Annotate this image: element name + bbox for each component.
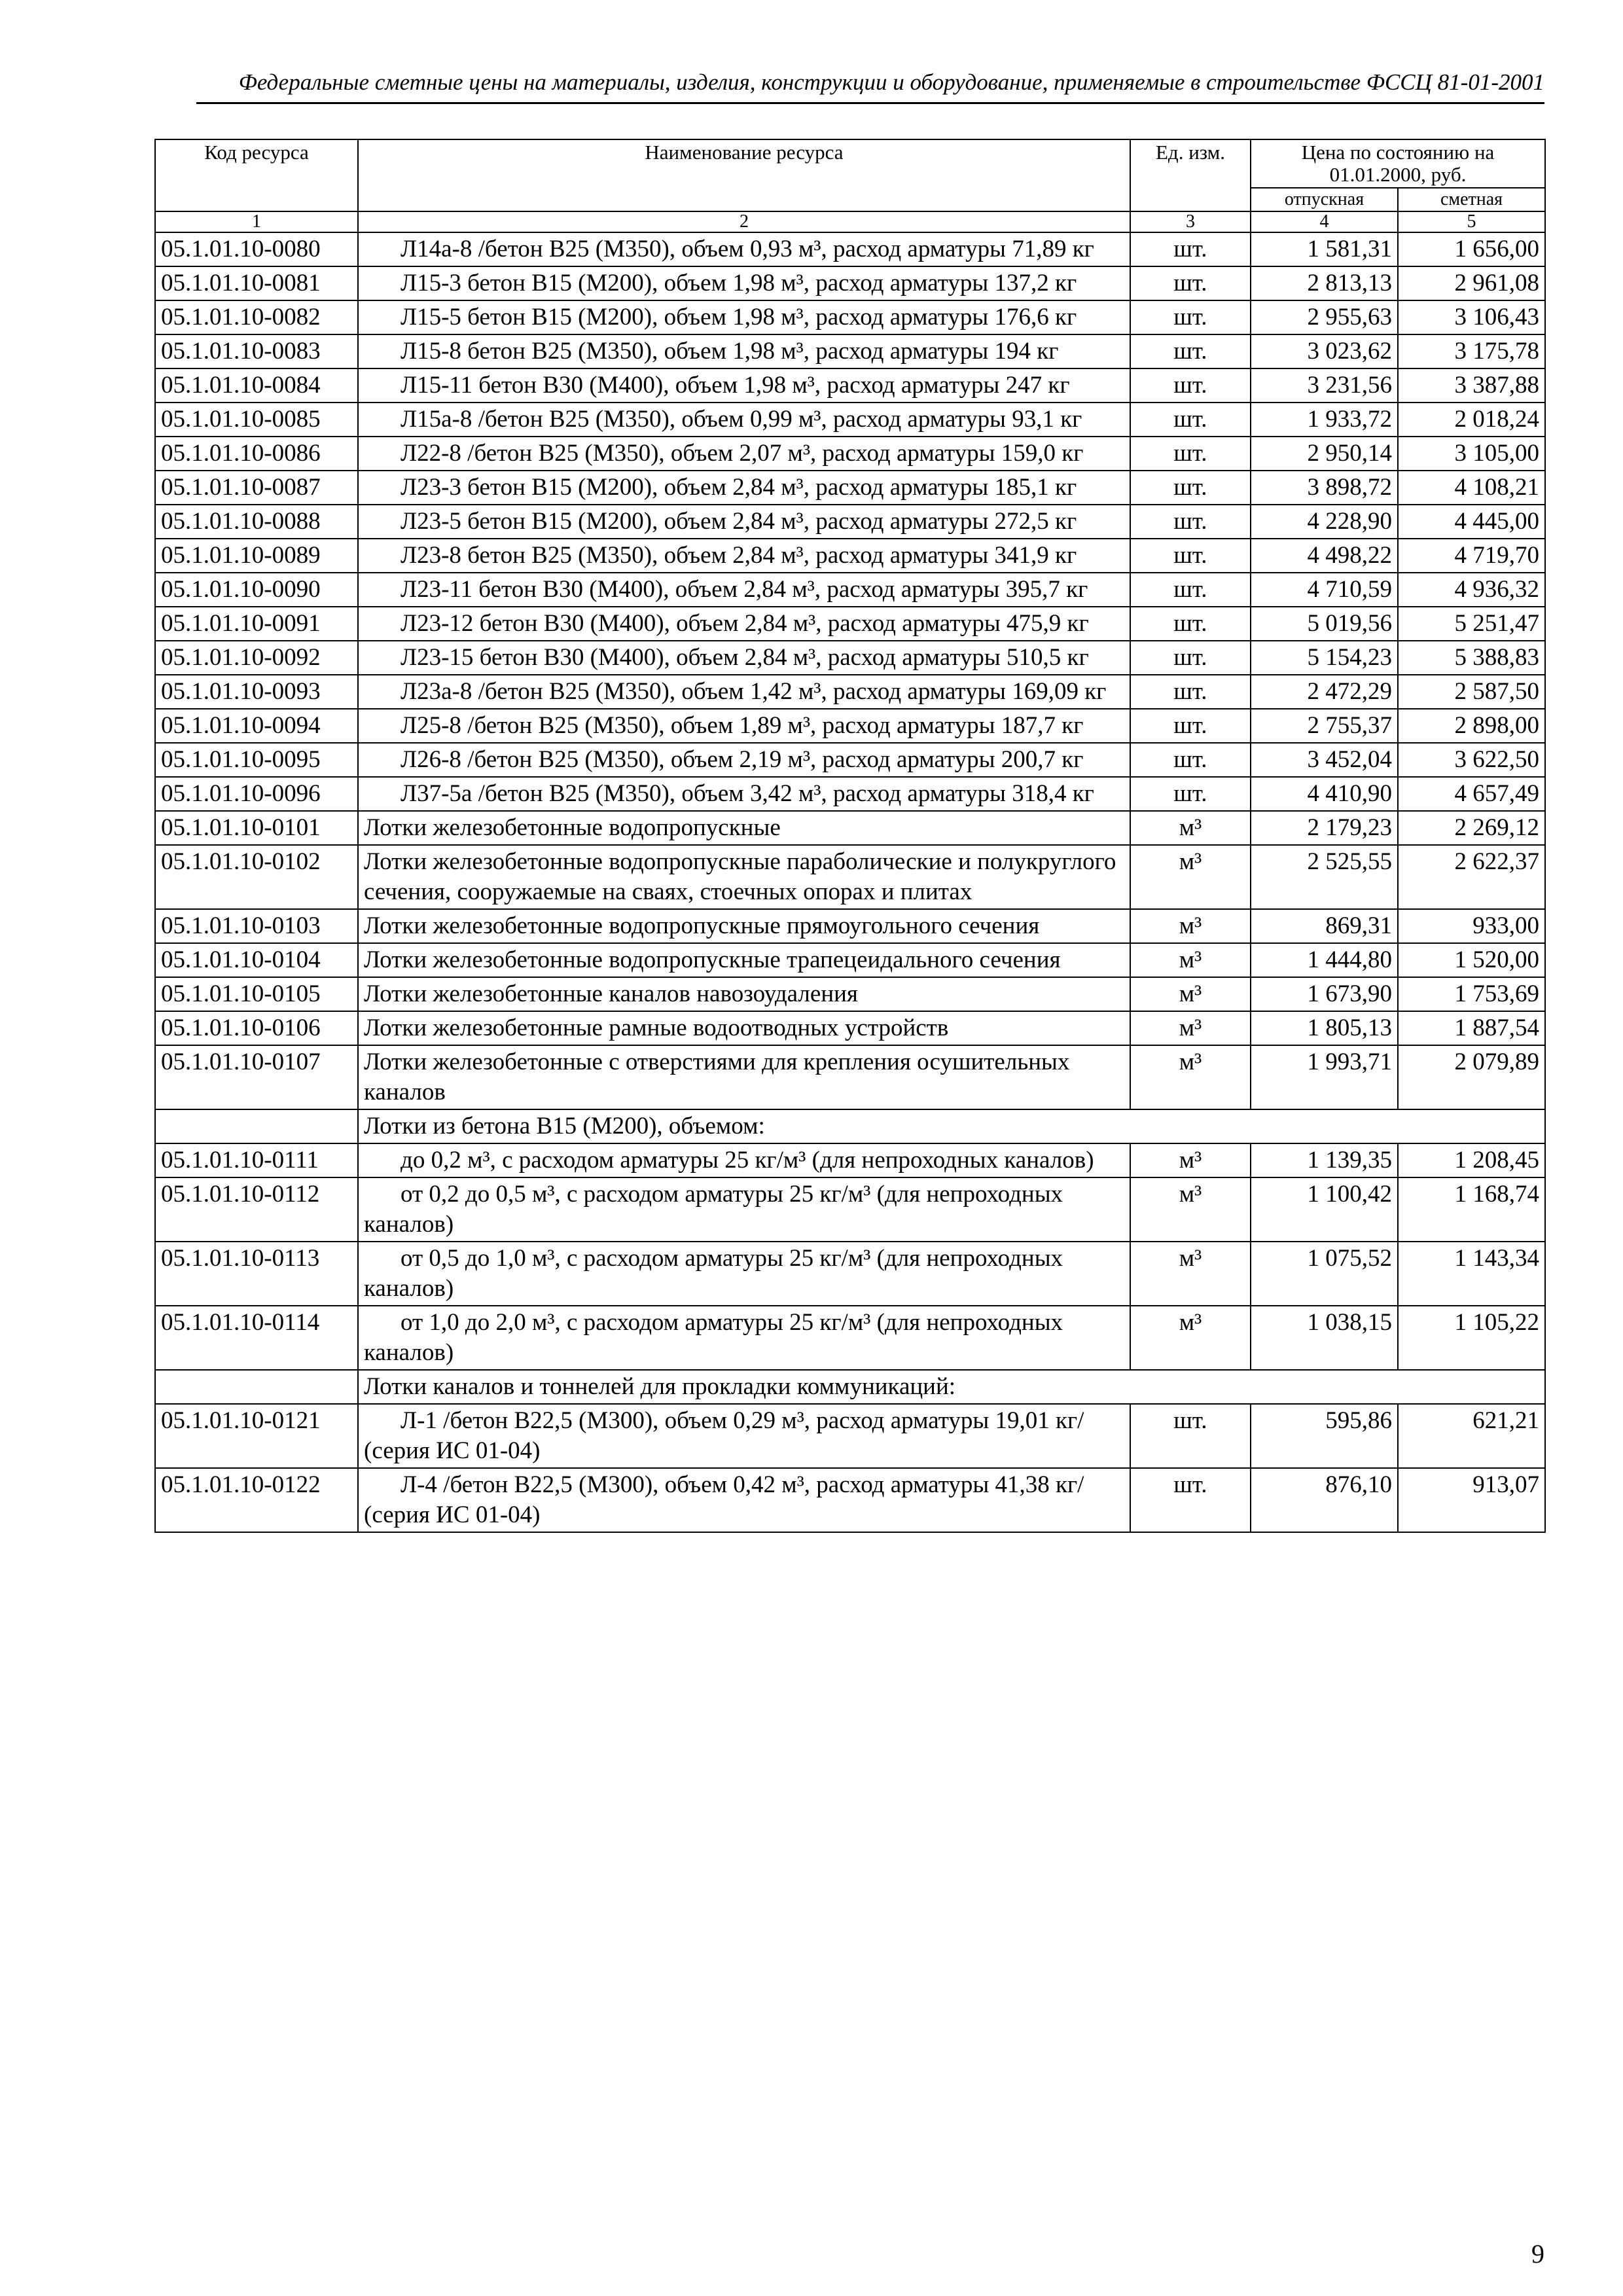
unit: шт.	[1130, 743, 1251, 777]
resource-name	[358, 266, 1130, 300]
resource-name: Лотки железобетонные водопропускные	[358, 811, 1130, 845]
estimate-price: 4 936,32	[1398, 573, 1545, 607]
table-row	[155, 641, 1545, 675]
estimate-price: 3 622,50	[1398, 743, 1545, 777]
unit: шт.	[1130, 471, 1251, 505]
resource-name	[358, 1468, 1130, 1532]
resource-name	[358, 1306, 1130, 1370]
table-row	[155, 334, 1545, 368]
unit: м³	[1130, 811, 1251, 845]
group-title: Лотки из бетона В15 (М200), объемом:	[358, 1109, 1545, 1143]
resource-name: Лотки железобетонные водопропускные параболические и полукруглого сечения, сооружаемые на сваях, стоечных опорах и плитах	[358, 845, 1130, 909]
table-row	[155, 743, 1545, 777]
group-code-cell	[155, 1370, 358, 1404]
table-body	[155, 232, 1545, 1532]
resource-name-text: Л15-11 бетон В30 (М400), объем 1,98 м³, расход арматуры 247 кг	[401, 372, 1070, 399]
column-number: 1	[155, 211, 358, 232]
resource-name: Лотки железобетонные каналов навозоудаления	[358, 977, 1130, 1011]
release-price: 1 805,13	[1251, 1011, 1398, 1045]
unit: шт.	[1130, 675, 1251, 709]
resource-code: 05.1.01.10-0093	[155, 675, 358, 709]
resource-code: 05.1.01.10-0091	[155, 607, 358, 641]
estimate-price: 1 656,00	[1398, 232, 1545, 266]
estimate-price: 4 445,00	[1398, 505, 1545, 539]
resource-code: 05.1.01.10-0080	[155, 232, 358, 266]
release-price: 2 813,13	[1251, 266, 1398, 300]
resource-name	[358, 777, 1130, 811]
unit: шт.	[1130, 437, 1251, 471]
release-price: 1 933,72	[1251, 403, 1398, 437]
resource-code: 05.1.01.10-0105	[155, 977, 358, 1011]
resource-code: 05.1.01.10-0094	[155, 709, 358, 743]
table-row	[155, 505, 1545, 539]
resource-code: 05.1.01.10-0088	[155, 505, 358, 539]
resource-name	[358, 675, 1130, 709]
col-release-header: отпускная	[1251, 188, 1398, 211]
unit: шт.	[1130, 505, 1251, 539]
estimate-price: 1 887,54	[1398, 1011, 1545, 1045]
resource-name	[358, 1143, 1130, 1177]
release-price: 1 581,31	[1251, 232, 1398, 266]
release-price: 3 023,62	[1251, 334, 1398, 368]
resource-name	[358, 368, 1130, 403]
estimate-price: 1 520,00	[1398, 943, 1545, 977]
table-row	[155, 1404, 1545, 1468]
resource-code: 05.1.01.10-0113	[155, 1242, 358, 1306]
column-number: 3	[1130, 211, 1251, 232]
release-price: 3 452,04	[1251, 743, 1398, 777]
resource-code: 05.1.01.10-0092	[155, 641, 358, 675]
estimate-price: 5 388,83	[1398, 641, 1545, 675]
resource-code: 05.1.01.10-0102	[155, 845, 358, 909]
resource-code: 05.1.01.10-0081	[155, 266, 358, 300]
resource-name-text: Л37-5а /бетон В25 (М350), объем 3,42 м³, расход арматуры 318,4 кг	[401, 780, 1094, 807]
unit: шт.	[1130, 777, 1251, 811]
table-row	[155, 909, 1545, 943]
resource-name-text: Л23-5 бетон В15 (М200), объем 2,84 м³, расход арматуры 272,5 кг	[401, 508, 1077, 535]
resource-code: 05.1.01.10-0112	[155, 1177, 358, 1242]
resource-name	[358, 334, 1130, 368]
col-estimate-header: сметная	[1398, 188, 1545, 211]
unit: м³	[1130, 977, 1251, 1011]
resource-code: 05.1.01.10-0082	[155, 300, 358, 334]
table-row	[155, 266, 1545, 300]
release-price: 1 444,80	[1251, 943, 1398, 977]
release-price: 3 231,56	[1251, 368, 1398, 403]
resource-name-text: Л-1 /бетон В22,5 (М300), объем 0,29 м³, расход арматуры 19,01 кг/ (серия ИС 01-04)	[364, 1407, 1084, 1464]
unit: шт.	[1130, 709, 1251, 743]
unit: шт.	[1130, 573, 1251, 607]
table-row	[155, 471, 1545, 505]
resource-name	[358, 743, 1130, 777]
unit: м³	[1130, 1011, 1251, 1045]
resource-name	[358, 1404, 1130, 1468]
resource-name-text: от 1,0 до 2,0 м³, с расходом арматуры 25 кг/м³ (для непроходных каналов)	[364, 1309, 1063, 1366]
resource-name-text: до 0,2 м³, с расходом арматуры 25 кг/м³ (для непроходных каналов)	[401, 1147, 1094, 1174]
estimate-price: 2 079,89	[1398, 1045, 1545, 1109]
unit: м³	[1130, 909, 1251, 943]
resource-name	[358, 607, 1130, 641]
release-price: 1 038,15	[1251, 1306, 1398, 1370]
resource-code: 05.1.01.10-0106	[155, 1011, 358, 1045]
resource-name-text: Л26-8 /бетон В25 (М350), объем 2,19 м³, расход арматуры 200,7 кг	[401, 746, 1084, 773]
resource-code: 05.1.01.10-0095	[155, 743, 358, 777]
table-row	[155, 300, 1545, 334]
col-unit-header: Ед. изм.	[1130, 139, 1251, 211]
estimate-price: 913,07	[1398, 1468, 1545, 1532]
table-row	[155, 1468, 1545, 1532]
unit: шт.	[1130, 539, 1251, 573]
unit: м³	[1130, 943, 1251, 977]
table-row	[155, 1143, 1545, 1177]
table-row	[155, 1045, 1545, 1109]
estimate-price: 1 208,45	[1398, 1143, 1545, 1177]
release-price: 2 525,55	[1251, 845, 1398, 909]
resource-code: 05.1.01.10-0104	[155, 943, 358, 977]
release-price: 876,10	[1251, 1468, 1398, 1532]
resource-name	[358, 300, 1130, 334]
table-row	[155, 777, 1545, 811]
resource-name-text: Л23-11 бетон В30 (М400), объем 2,84 м³, расход арматуры 395,7 кг	[401, 576, 1088, 603]
table-row	[155, 232, 1545, 266]
resource-name-text: Л23-12 бетон В30 (М400), объем 2,84 м³, расход арматуры 475,9 кг	[401, 610, 1089, 637]
resource-code: 05.1.01.10-0086	[155, 437, 358, 471]
release-price: 2 472,29	[1251, 675, 1398, 709]
unit: м³	[1130, 845, 1251, 909]
resource-name	[358, 709, 1130, 743]
resource-name-text: Л23-3 бетон В15 (М200), объем 2,84 м³, расход арматуры 185,1 кг	[401, 474, 1077, 501]
release-price: 2 955,63	[1251, 300, 1398, 334]
resource-name: Лотки железобетонные водопропускные прямоугольного сечения	[358, 909, 1130, 943]
table-row	[155, 1011, 1545, 1045]
unit: шт.	[1130, 1404, 1251, 1468]
release-price: 1 075,52	[1251, 1242, 1398, 1306]
resource-name	[358, 505, 1130, 539]
release-price: 2 755,37	[1251, 709, 1398, 743]
resource-name-text: Л15-3 бетон В15 (М200), объем 1,98 м³, расход арматуры 137,2 кг	[401, 270, 1077, 296]
unit: шт.	[1130, 300, 1251, 334]
table-row	[155, 675, 1545, 709]
unit: шт.	[1130, 334, 1251, 368]
unit: м³	[1130, 1242, 1251, 1306]
column-number: 5	[1398, 211, 1545, 232]
resource-name	[358, 232, 1130, 266]
estimate-price: 2 269,12	[1398, 811, 1545, 845]
column-number: 4	[1251, 211, 1398, 232]
release-price: 3 898,72	[1251, 471, 1398, 505]
release-price: 1 993,71	[1251, 1045, 1398, 1109]
estimate-price: 2 018,24	[1398, 403, 1545, 437]
estimate-price: 1 168,74	[1398, 1177, 1545, 1242]
table-row	[155, 845, 1545, 909]
table-row	[155, 811, 1545, 845]
estimate-price: 4 719,70	[1398, 539, 1545, 573]
table-row	[155, 539, 1545, 573]
resource-code: 05.1.01.10-0101	[155, 811, 358, 845]
table-row	[155, 573, 1545, 607]
table-header-row	[155, 139, 1545, 188]
resource-name: Лотки железобетонные с отверстиями для крепления осушительных каналов	[358, 1045, 1130, 1109]
release-price: 5 019,56	[1251, 607, 1398, 641]
release-price: 595,86	[1251, 1404, 1398, 1468]
table-group-row	[155, 1109, 1545, 1143]
unit: шт.	[1130, 1468, 1251, 1532]
release-price: 2 950,14	[1251, 437, 1398, 471]
estimate-price: 2 961,08	[1398, 266, 1545, 300]
table-row	[155, 1242, 1545, 1306]
release-price: 869,31	[1251, 909, 1398, 943]
resource-name-text: Л15-8 бетон В25 (М350), объем 1,98 м³, расход арматуры 194 кг	[401, 338, 1059, 365]
table-row	[155, 437, 1545, 471]
table-row	[155, 709, 1545, 743]
table-row	[155, 1177, 1545, 1242]
resource-name-text: Л25-8 /бетон В25 (М350), объем 1,89 м³, расход арматуры 187,7 кг	[401, 712, 1084, 739]
release-price: 1 673,90	[1251, 977, 1398, 1011]
resource-name-text: от 0,5 до 1,0 м³, с расходом арматуры 25 кг/м³ (для непроходных каналов)	[364, 1245, 1063, 1302]
unit: м³	[1130, 1306, 1251, 1370]
resource-name-text: Л15а-8 /бетон В25 (М350), объем 0,99 м³, расход арматуры 93,1 кг	[401, 406, 1082, 433]
resource-code: 05.1.01.10-0114	[155, 1306, 358, 1370]
estimate-price: 1 143,34	[1398, 1242, 1545, 1306]
group-title: Лотки каналов и тоннелей для прокладки коммуникаций:	[358, 1370, 1545, 1404]
release-price: 2 179,23	[1251, 811, 1398, 845]
estimate-price: 1 753,69	[1398, 977, 1545, 1011]
release-price: 4 228,90	[1251, 505, 1398, 539]
resource-code: 05.1.01.10-0107	[155, 1045, 358, 1109]
running-header: Федеральные сметные цены на материалы, изделия, конструкции и оборудование, применяемые в строительстве ФССЦ 81-01-2001	[196, 63, 1544, 104]
estimate-price: 4 657,49	[1398, 777, 1545, 811]
unit: шт.	[1130, 641, 1251, 675]
estimate-price: 1 105,22	[1398, 1306, 1545, 1370]
resource-name	[358, 437, 1130, 471]
release-price: 4 710,59	[1251, 573, 1398, 607]
resource-code: 05.1.01.10-0121	[155, 1404, 358, 1468]
resource-name-text: Л15-5 бетон В15 (М200), объем 1,98 м³, расход арматуры 176,6 кг	[401, 304, 1077, 331]
release-price: 1 100,42	[1251, 1177, 1398, 1242]
resource-name	[358, 641, 1130, 675]
resource-name-text: Л14а-8 /бетон В25 (М350), объем 0,93 м³, расход арматуры 71,89 кг	[401, 236, 1094, 262]
unit: шт.	[1130, 403, 1251, 437]
unit: м³	[1130, 1177, 1251, 1242]
resource-code: 05.1.01.10-0096	[155, 777, 358, 811]
col-code-header: Код ресурса	[155, 139, 358, 211]
price-table	[154, 139, 1546, 1533]
unit: шт.	[1130, 607, 1251, 641]
column-number: 2	[358, 211, 1130, 232]
resource-code: 05.1.01.10-0111	[155, 1143, 358, 1177]
table-row	[155, 943, 1545, 977]
resource-name: Лотки железобетонные водопропускные трапецеидального сечения	[358, 943, 1130, 977]
resource-name-text: от 0,2 до 0,5 м³, с расходом арматуры 25 кг/м³ (для непроходных каналов)	[364, 1181, 1063, 1238]
estimate-price: 933,00	[1398, 909, 1545, 943]
table-row	[155, 1306, 1545, 1370]
estimate-price: 3 387,88	[1398, 368, 1545, 403]
resource-code: 05.1.01.10-0090	[155, 573, 358, 607]
resource-name	[358, 573, 1130, 607]
estimate-price: 2 587,50	[1398, 675, 1545, 709]
unit: м³	[1130, 1045, 1251, 1109]
resource-name	[358, 539, 1130, 573]
resource-code: 05.1.01.10-0087	[155, 471, 358, 505]
resource-name	[358, 403, 1130, 437]
resource-name	[358, 1177, 1130, 1242]
unit: м³	[1130, 1143, 1251, 1177]
estimate-price: 3 175,78	[1398, 334, 1545, 368]
group-code-cell	[155, 1109, 358, 1143]
col-price-header: Цена по состоянию на 01.01.2000, руб.	[1251, 139, 1545, 188]
table-row	[155, 977, 1545, 1011]
estimate-price: 2 898,00	[1398, 709, 1545, 743]
table-group-row	[155, 1370, 1545, 1404]
release-price: 4 410,90	[1251, 777, 1398, 811]
resource-code: 05.1.01.10-0122	[155, 1468, 358, 1532]
release-price: 4 498,22	[1251, 539, 1398, 573]
estimate-price: 3 105,00	[1398, 437, 1545, 471]
estimate-price: 4 108,21	[1398, 471, 1545, 505]
unit: шт.	[1130, 368, 1251, 403]
resource-name-text: Л23-15 бетон В30 (М400), объем 2,84 м³, расход арматуры 510,5 кг	[401, 644, 1089, 671]
estimate-price: 3 106,43	[1398, 300, 1545, 334]
resource-name-text: Л23а-8 /бетон В25 (М350), объем 1,42 м³, расход арматуры 169,09 кг	[401, 678, 1107, 705]
release-price: 5 154,23	[1251, 641, 1398, 675]
page-number: 9	[1531, 2239, 1544, 2269]
resource-name-text: Л23-8 бетон В25 (М350), объем 2,84 м³, расход арматуры 341,9 кг	[401, 542, 1077, 569]
resource-code: 05.1.01.10-0103	[155, 909, 358, 943]
release-price: 1 139,35	[1251, 1143, 1398, 1177]
resource-code: 05.1.01.10-0085	[155, 403, 358, 437]
resource-code: 05.1.01.10-0089	[155, 539, 358, 573]
estimate-price: 2 622,37	[1398, 845, 1545, 909]
table-row	[155, 368, 1545, 403]
resource-code: 05.1.01.10-0084	[155, 368, 358, 403]
unit: шт.	[1130, 266, 1251, 300]
resource-name	[358, 471, 1130, 505]
column-number-row	[155, 211, 1545, 232]
estimate-price: 5 251,47	[1398, 607, 1545, 641]
resource-name-text: Л-4 /бетон В22,5 (М300), объем 0,42 м³, расход арматуры 41,38 кг/ (серия ИС 01-04)	[364, 1471, 1084, 1528]
unit: шт.	[1130, 232, 1251, 266]
table-row	[155, 607, 1545, 641]
col-name-header: Наименование ресурса	[358, 139, 1130, 211]
resource-code: 05.1.01.10-0083	[155, 334, 358, 368]
resource-name-text: Л22-8 /бетон В25 (М350), объем 2,07 м³, расход арматуры 159,0 кг	[401, 440, 1084, 467]
resource-name: Лотки железобетонные рамные водоотводных устройств	[358, 1011, 1130, 1045]
table-row	[155, 403, 1545, 437]
resource-name	[358, 1242, 1130, 1306]
estimate-price: 621,21	[1398, 1404, 1545, 1468]
